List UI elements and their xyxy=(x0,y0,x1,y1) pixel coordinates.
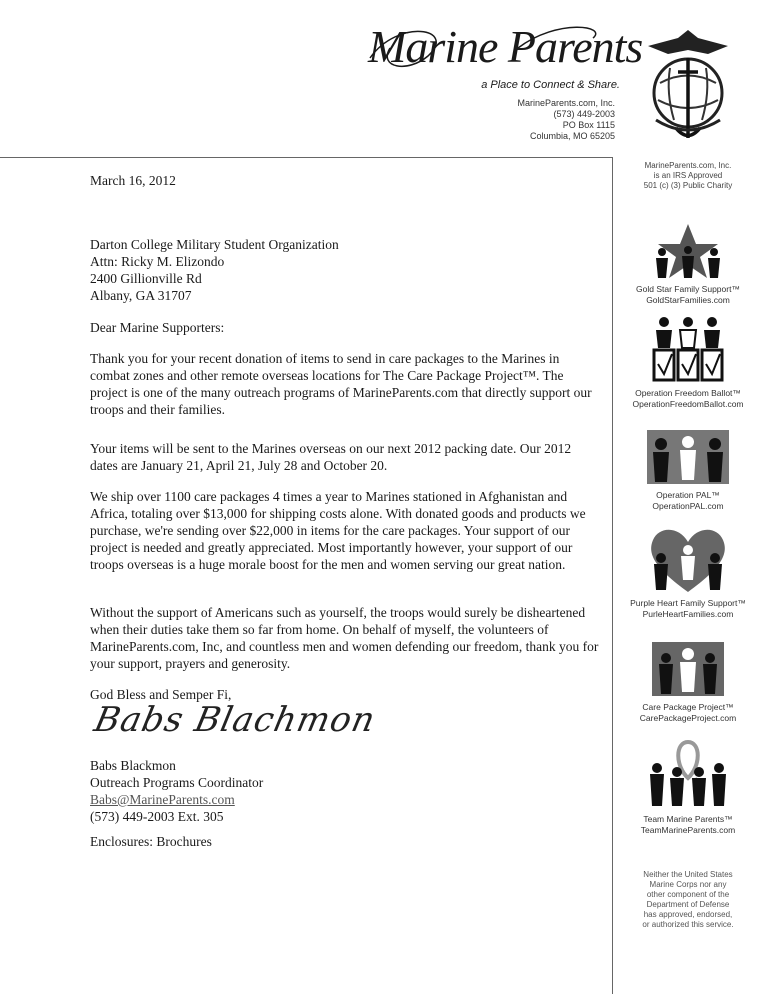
signer-title: Outreach Programs Coordinator xyxy=(90,775,264,790)
program-freedom-ballot xyxy=(618,314,758,410)
closing: God Bless and Semper Fi, xyxy=(90,687,232,702)
tagline: a Place to Connect & Share. xyxy=(481,79,620,91)
program-care-package xyxy=(618,638,758,724)
care-package-project-icon xyxy=(648,638,728,698)
disclaimer-line: or authorized this service. xyxy=(642,920,734,929)
program-operation-pal xyxy=(618,428,758,512)
letter-date: March 16, 2012 xyxy=(90,173,176,188)
paragraph-shipping: We ship over 1100 care packages 4 times a year to Marines stationed in Afghanistan and Africa, totaling over $13,000 for shipping costs alone. With donated goods and products we purchase, we're sending over $22,000 in items for the care packages. Your support of our project is needed and greatly appreciated. Most importantly however, your support of our troops overseas is a huge morale boost for the men and women serving our great nation. xyxy=(90,489,586,572)
program-purple-heart xyxy=(618,524,758,620)
program-team-marine-parents xyxy=(618,738,758,836)
dod-disclaimer xyxy=(626,870,750,930)
program-url: PurleHeartFamilies.com xyxy=(642,609,734,619)
letterhead-address-line: Columbia, MO 65205 xyxy=(529,131,615,141)
disclaimer-line: has approved, endorsed, xyxy=(643,910,733,919)
paragraph-support: Without the support of Americans such as yourself, the troops would surely be disheartened when their duties take them so far from home. On behalf of myself, the volunteers of MarineParents.com, Inc, and countless men and women defending our freedom, thank you for your support, prayers and generosity. xyxy=(90,605,599,671)
recipient-address xyxy=(90,236,339,304)
paragraph-packing-dates: Your items will be sent to the Marines overseas on our next 2012 packing date. Our 2012 dates are January 21, April 21, July 28 and October 20. xyxy=(90,441,572,473)
brand-name: Marine Parents xyxy=(368,21,643,72)
disclaimer-line: Department of Defense xyxy=(646,900,730,909)
signer-block xyxy=(90,757,263,825)
letterhead-address-line: PO Box 1115 xyxy=(562,120,615,130)
recipient-line: 2400 Gillionville Rd xyxy=(90,271,202,286)
program-name: Gold Star Family Support™ xyxy=(636,284,740,294)
program-url: GoldStarFamilies.com xyxy=(646,295,730,305)
disclaimer-line: Neither the United States xyxy=(643,870,733,879)
recipient-line: Attn: Ricky M. Elizondo xyxy=(90,254,225,269)
program-name: Operation Freedom Ballot™ xyxy=(635,388,741,398)
charity-note-line: MarineParents.com, Inc. xyxy=(644,161,732,170)
disclaimer-line: Marine Corps nor any xyxy=(649,880,727,889)
charity-note xyxy=(618,161,758,191)
enclosures: Enclosures: Brochures xyxy=(90,834,212,849)
program-url: CarePackageProject.com xyxy=(639,713,737,723)
operation-pal-icon xyxy=(645,428,731,486)
eagle-globe-anchor-icon xyxy=(638,28,738,143)
signer-name: Babs Blackmon xyxy=(90,758,176,773)
letterhead-address-line: MarineParents.com, Inc. xyxy=(517,98,615,108)
program-url: OperationFreedomBallot.com xyxy=(632,399,744,409)
program-name: Operation PAL™ xyxy=(656,490,720,500)
purple-heart-family-icon xyxy=(645,524,731,594)
program-url: TeamMarineParents.com xyxy=(640,825,736,835)
charity-note-line: is an IRS Approved xyxy=(653,171,723,180)
charity-note-line: 501 (c) (3) Public Charity xyxy=(643,181,733,190)
gold-star-family-icon xyxy=(648,222,728,280)
signer-phone: (573) 449-2003 Ext. 305 xyxy=(90,809,224,824)
paragraph-thank-you: Thank you for your recent donation of items to send in care packages to the Marines in combat zones and other remote overseas locations for The Care Package Project™. The project is one of the many outreach programs of MarineParents.com that directly support our troops and their families. xyxy=(90,351,592,417)
handwritten-signature: Babs Blachmon xyxy=(90,700,380,740)
program-url: OperationPAL.com xyxy=(652,501,724,511)
salutation: Dear Marine Supporters: xyxy=(90,320,225,335)
operation-freedom-ballot-icon xyxy=(648,314,728,384)
marine-parents-logo xyxy=(368,18,643,88)
program-gold-star xyxy=(618,222,758,306)
header-divider xyxy=(0,157,612,158)
recipient-line: Darton College Military Student Organization xyxy=(90,237,339,252)
letterhead-address-line: (573) 449-2003 xyxy=(553,109,615,119)
letterhead-address xyxy=(470,98,615,142)
program-name: Purple Heart Family Support™ xyxy=(630,598,746,608)
team-marine-parents-icon xyxy=(645,738,731,810)
recipient-line: Albany, GA 31707 xyxy=(90,288,192,303)
sidebar-divider xyxy=(612,157,613,994)
signer-email-link[interactable]: Babs@MarineParents.com xyxy=(90,792,235,807)
program-name: Care Package Project™ xyxy=(642,702,734,712)
program-name: Team Marine Parents™ xyxy=(643,814,733,824)
disclaimer-line: other component of the xyxy=(646,890,730,899)
